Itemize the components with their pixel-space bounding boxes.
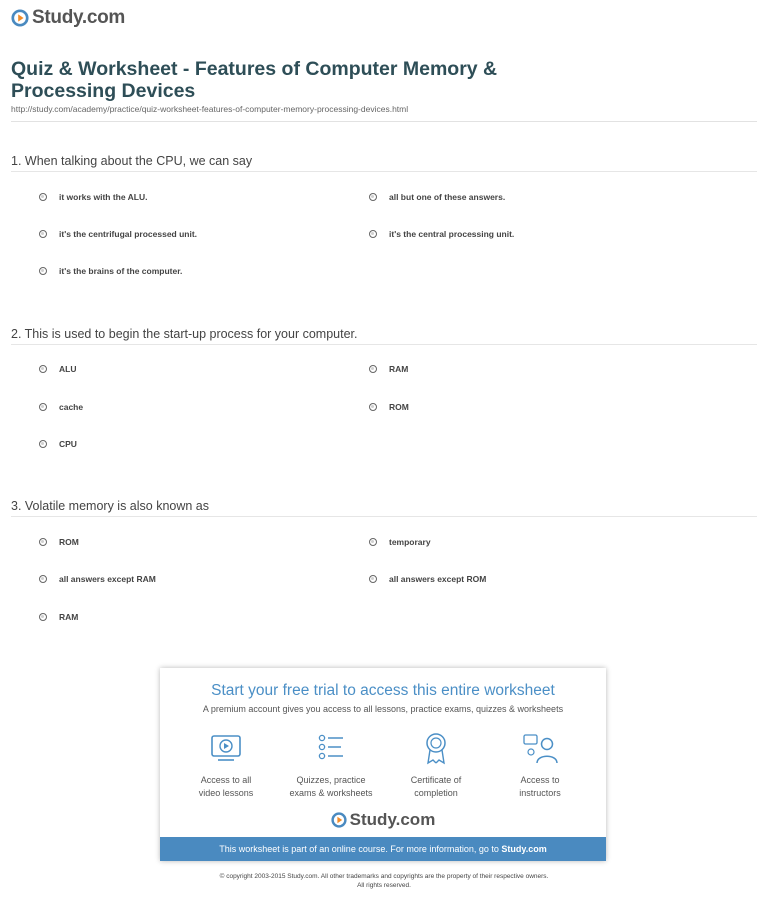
feature-video-lessons [171, 730, 281, 800]
answer-option[interactable]: it's the central processing unit. [369, 229, 514, 239]
answer-option[interactable]: RAM [39, 612, 78, 622]
radio-button[interactable] [369, 193, 377, 201]
radio-button[interactable] [39, 365, 47, 373]
feature-certificate [381, 730, 491, 800]
promo-subtitle: A premium account gives you access to all lessons, practice exams, quizzes & worksheets [202, 704, 564, 714]
quiz-list-icon [313, 730, 349, 766]
course-info-bar: This worksheet is part of an online course. For more information, go to Study.com [160, 837, 606, 861]
page-url: http://study.com/academy/practice/quiz-worksheet-features-of-computer-memory-processing-devices.html [11, 104, 409, 114]
answer-option[interactable]: ALU [39, 364, 76, 374]
answer-option[interactable]: all answers except ROM [369, 574, 486, 584]
radio-button[interactable] [39, 230, 47, 238]
radio-button[interactable] [39, 403, 47, 411]
feature-quizzes [276, 730, 386, 800]
divider [11, 516, 757, 517]
study-logo-icon [11, 9, 29, 27]
study-link[interactable]: Study.com [501, 844, 547, 854]
radio-button[interactable] [369, 230, 377, 238]
study-logo-icon [331, 812, 347, 828]
answer-option[interactable]: ROM [39, 537, 79, 547]
divider [11, 344, 757, 345]
radio-button[interactable] [39, 440, 47, 448]
promo-title[interactable]: Start your free trial to access this entire worksheet [211, 682, 555, 699]
radio-button[interactable] [369, 575, 377, 583]
answer-option[interactable]: CPU [39, 439, 77, 449]
radio-button[interactable] [369, 365, 377, 373]
video-lesson-icon [208, 730, 244, 766]
feature-label: Access to all video lessons [198, 775, 254, 798]
free-trial-promo [160, 668, 606, 861]
radio-button[interactable] [39, 538, 47, 546]
divider [11, 171, 757, 172]
study-logo-text: Study.com [32, 7, 126, 28]
answer-option[interactable]: it's the brains of the computer. [39, 266, 182, 276]
feature-instructors [485, 730, 595, 800]
feature-label: Access to instructors [519, 775, 561, 798]
radio-button[interactable] [39, 193, 47, 201]
answer-option[interactable]: ROM [369, 402, 409, 412]
radio-button[interactable] [39, 575, 47, 583]
study-logo[interactable] [11, 7, 125, 29]
answer-option[interactable]: temporary [369, 537, 431, 547]
feature-label: Certificate of completion [410, 775, 462, 798]
answer-option[interactable]: RAM [369, 364, 408, 374]
answer-option[interactable]: it works with the ALU. [39, 192, 147, 202]
certificate-icon [418, 730, 454, 766]
instructor-icon [522, 730, 558, 766]
divider [11, 121, 757, 122]
radio-button[interactable] [39, 267, 47, 275]
feature-label: Quizzes, practice exams & worksheets [289, 775, 373, 798]
question-3: 3. Volatile memory is also known as [11, 499, 210, 513]
answer-option[interactable]: it's the centrifugal processed unit. [39, 229, 197, 239]
answer-option[interactable]: cache [39, 402, 83, 412]
copyright-footer: © copyright 2003-2015 Study.com. All other trademarks and copyrights are the property of their respective owners. All rights reserved. [219, 873, 549, 889]
answer-option[interactable]: all answers except RAM [39, 574, 156, 584]
page-title: Quiz & Worksheet - Features of Computer Memory & Processing Devices [11, 58, 498, 102]
radio-button[interactable] [369, 403, 377, 411]
promo-study-logo[interactable] [160, 810, 606, 830]
question-1: 1. When talking about the CPU, we can say [11, 154, 253, 168]
question-2: 2. This is used to begin the start-up process for your computer. [11, 327, 358, 341]
radio-button[interactable] [39, 613, 47, 621]
promo-logo-text: Study.com [349, 810, 436, 829]
radio-button[interactable] [369, 538, 377, 546]
answer-option[interactable]: all but one of these answers. [369, 192, 505, 202]
